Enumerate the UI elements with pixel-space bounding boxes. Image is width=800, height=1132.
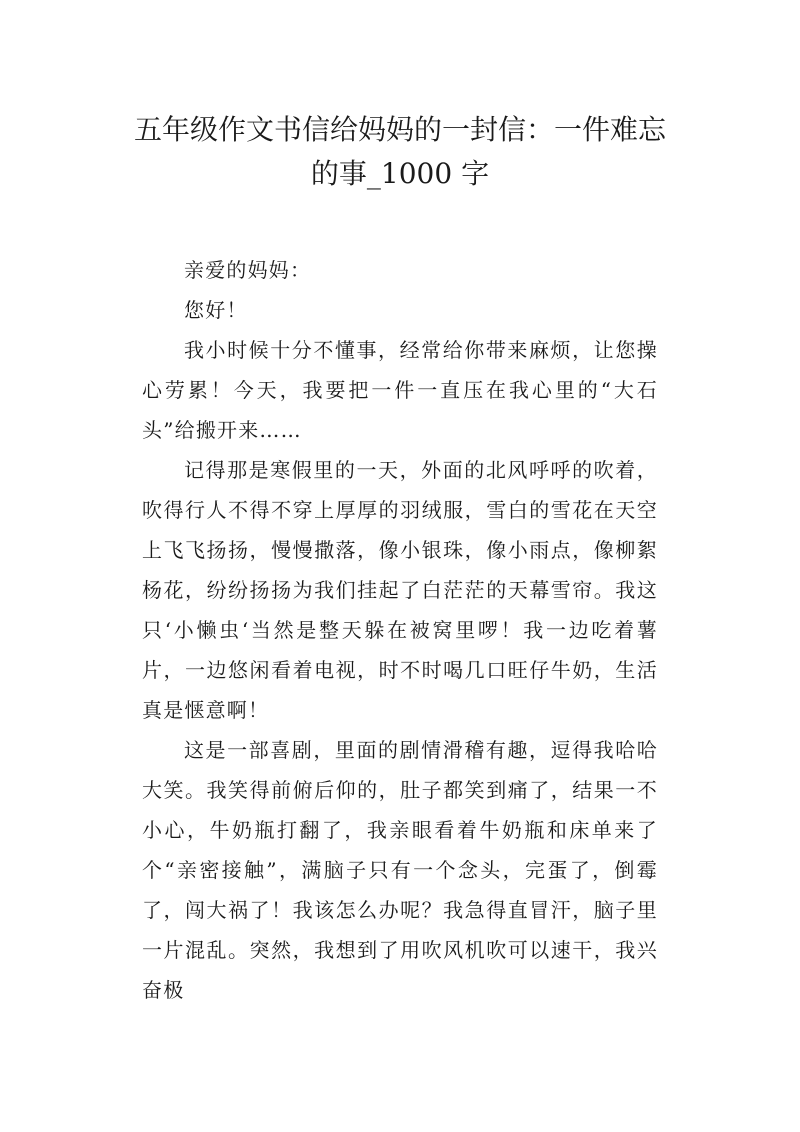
document-body — [142, 250, 658, 1010]
paragraph-salutation: 亲爱的妈妈： — [184, 258, 312, 282]
paragraph-accident: 这是一部喜剧，里面的剧情滑稽有趣，逗得我哈哈大笑。我笑得前俯后仰的，肚子都笑到痛了，结果一不小心，牛奶瓶打翻了，我亲眼看着牛奶瓶和床单来了个“亲密接触”，满脑子只有一个念头，完蛋了，倒霉了，闯大祸了！我该怎么办呢？我急得直冒汗，脑子里一片混乱。突然，我想到了用吹风机吹可以速干，我兴奋极 — [142, 738, 658, 1002]
document-title: 五年级作文书信给妈妈的一封信：一件难忘的事_1000 字 — [133, 113, 666, 190]
paragraph-winter-day: 记得那是寒假里的一天，外面的北风呼呼的吹着，吹得行人不得不穿上厚厚的羽绒服，雪白的雪花在天空上飞飞扬扬，慢慢撒落，像小银珠，像小雨点，像柳絮杨花，纷纷扬扬为我们挂起了白茫茫的天幕雪帘。我这只‘小懒虫‘当然是整天躲在被窝里啰！我一边吃着薯片，一边悠闲看着电视，时不时喝几口旺仔牛奶，生活真是惬意啊！ — [142, 458, 658, 722]
paragraph-greeting: 您好！ — [184, 298, 248, 322]
paragraph-intro: 我小时候十分不懂事，经常给你带来麻烦，让您操心劳累！今天，我要把一件一直压在我心里的“大石头”给搬开来…… — [142, 338, 658, 442]
